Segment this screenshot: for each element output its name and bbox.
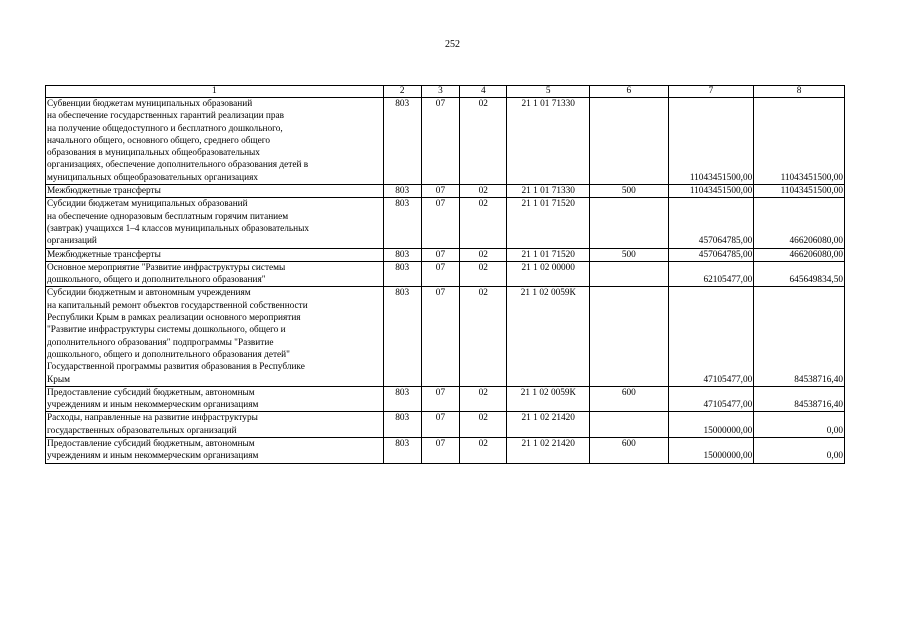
table-row [46, 198, 845, 248]
amount-col-7-cell: 62105477,00 [668, 261, 754, 287]
target-article-code-cell: 21 1 01 71330 [507, 185, 590, 198]
subsection-code-cell: 02 [460, 261, 507, 287]
column-header-1: 1 [46, 86, 384, 98]
subsection-code-cell: 02 [460, 185, 507, 198]
ministry-code-cell: 803 [383, 248, 421, 261]
amount-col-8-cell: 466206080,00 [754, 248, 845, 261]
ministry-code-cell: 803 [383, 386, 421, 412]
amount-col-8-cell: 11043451500,00 [754, 98, 845, 185]
amount-col-7-cell: 47105477,00 [668, 386, 754, 412]
table-row [46, 98, 845, 185]
expense-type-code-cell [590, 198, 669, 248]
target-article-code-cell: 21 1 01 71520 [507, 248, 590, 261]
expense-type-code-cell [590, 412, 669, 438]
expense-type-code-cell: 600 [590, 438, 669, 464]
column-header-3: 3 [421, 86, 459, 98]
amount-col-7-cell: 457064785,00 [668, 198, 754, 248]
section-code-cell: 07 [421, 386, 459, 412]
ministry-code-cell: 803 [383, 287, 421, 386]
subsection-code-cell: 02 [460, 287, 507, 386]
column-header-8: 8 [754, 86, 845, 98]
item-name-cell: Предоставление субсидий бюджетным, автономным учреждениям и иным некоммерческим организациям [46, 438, 384, 464]
amount-col-8-cell: 645649834,50 [754, 261, 845, 287]
expense-type-code-cell [590, 287, 669, 386]
subsection-code-cell: 02 [460, 198, 507, 248]
table-row [46, 438, 845, 464]
table-row [46, 248, 845, 261]
ministry-code-cell: 803 [383, 198, 421, 248]
subsection-code-cell: 02 [460, 98, 507, 185]
amount-col-8-cell: 466206080,00 [754, 198, 845, 248]
target-article-code-cell: 21 1 02 0059К [507, 287, 590, 386]
amount-col-7-cell: 11043451500,00 [668, 98, 754, 185]
target-article-code-cell: 21 1 02 21420 [507, 438, 590, 464]
ministry-code-cell: 803 [383, 261, 421, 287]
section-code-cell: 07 [421, 185, 459, 198]
target-article-code-cell: 21 1 02 21420 [507, 412, 590, 438]
item-name-cell: Субвенции бюджетам муниципальных образований на обеспечение государственных гарантий реализации прав на получение общедоступного и бесплатного дошкольного, начального общего, основного общего, среднего общего образования в муниципальных общеобразовательных организациях, обеспечение дополнительного образования детей в муниципальных общеобразовательных организациях [46, 98, 384, 185]
amount-col-8-cell: 0,00 [754, 438, 845, 464]
amount-col-8-cell: 11043451500,00 [754, 185, 845, 198]
section-code-cell: 07 [421, 438, 459, 464]
ministry-code-cell: 803 [383, 412, 421, 438]
budget-table [45, 85, 845, 464]
target-article-code-cell: 21 1 01 71330 [507, 98, 590, 185]
amount-col-8-cell: 84538716,40 [754, 386, 845, 412]
table-header-row [46, 86, 845, 98]
item-name-cell: Межбюджетные трансферты [46, 248, 384, 261]
table-body [46, 98, 845, 464]
expense-type-code-cell: 600 [590, 386, 669, 412]
column-header-5: 5 [507, 86, 590, 98]
section-code-cell: 07 [421, 287, 459, 386]
section-code-cell: 07 [421, 261, 459, 287]
expense-type-code-cell [590, 261, 669, 287]
amount-col-7-cell: 457064785,00 [668, 248, 754, 261]
amount-col-7-cell: 15000000,00 [668, 412, 754, 438]
subsection-code-cell: 02 [460, 248, 507, 261]
item-name-cell: Основное мероприятие "Развитие инфраструктуры системы дошкольного, общего и дополнительного образования" [46, 261, 384, 287]
column-header-7: 7 [668, 86, 754, 98]
table-row [46, 185, 845, 198]
ministry-code-cell: 803 [383, 185, 421, 198]
subsection-code-cell: 02 [460, 438, 507, 464]
item-name-cell: Субсидии бюджетным и автономным учреждениям на капитальный ремонт объектов государственной собственности Республики Крым в рамках реализации основного мероприятия "Развитие инфраструктуры системы дошкольного, общего и дополнительного образования" подпрограммы "Развитие дошкольного, общего и дополнительного образования детей" Государственной программы развития образования в Республике Крым [46, 287, 384, 386]
item-name-cell: Субсидии бюджетам муниципальных образований на обеспечение одноразовым бесплатным горячим питанием (завтрак) учащихся 1–4 классов муниципальных образовательных организаций [46, 198, 384, 248]
column-header-4: 4 [460, 86, 507, 98]
subsection-code-cell: 02 [460, 386, 507, 412]
ministry-code-cell: 803 [383, 98, 421, 185]
target-article-code-cell: 21 1 02 0059К [507, 386, 590, 412]
column-header-2: 2 [383, 86, 421, 98]
item-name-cell: Межбюджетные трансферты [46, 185, 384, 198]
expense-type-code-cell [590, 98, 669, 185]
page-number: 252 [445, 39, 460, 50]
expense-type-code-cell: 500 [590, 248, 669, 261]
amount-col-7-cell: 11043451500,00 [668, 185, 754, 198]
target-article-code-cell: 21 1 02 00000 [507, 261, 590, 287]
table-row [46, 261, 845, 287]
item-name-cell: Расходы, направленные на развитие инфраструктуры государственных образовательных организаций [46, 412, 384, 438]
table-row [46, 287, 845, 386]
section-code-cell: 07 [421, 98, 459, 185]
expense-type-code-cell: 500 [590, 185, 669, 198]
target-article-code-cell: 21 1 01 71520 [507, 198, 590, 248]
table-row [46, 412, 845, 438]
amount-col-7-cell: 15000000,00 [668, 438, 754, 464]
amount-col-8-cell: 84538716,40 [754, 287, 845, 386]
column-header-6: 6 [590, 86, 669, 98]
section-code-cell: 07 [421, 248, 459, 261]
ministry-code-cell: 803 [383, 438, 421, 464]
section-code-cell: 07 [421, 198, 459, 248]
section-code-cell: 07 [421, 412, 459, 438]
amount-col-7-cell: 47105477,00 [668, 287, 754, 386]
amount-col-8-cell: 0,00 [754, 412, 845, 438]
item-name-cell: Предоставление субсидий бюджетным, автономным учреждениям и иным некоммерческим организациям [46, 386, 384, 412]
table-row [46, 386, 845, 412]
subsection-code-cell: 02 [460, 412, 507, 438]
